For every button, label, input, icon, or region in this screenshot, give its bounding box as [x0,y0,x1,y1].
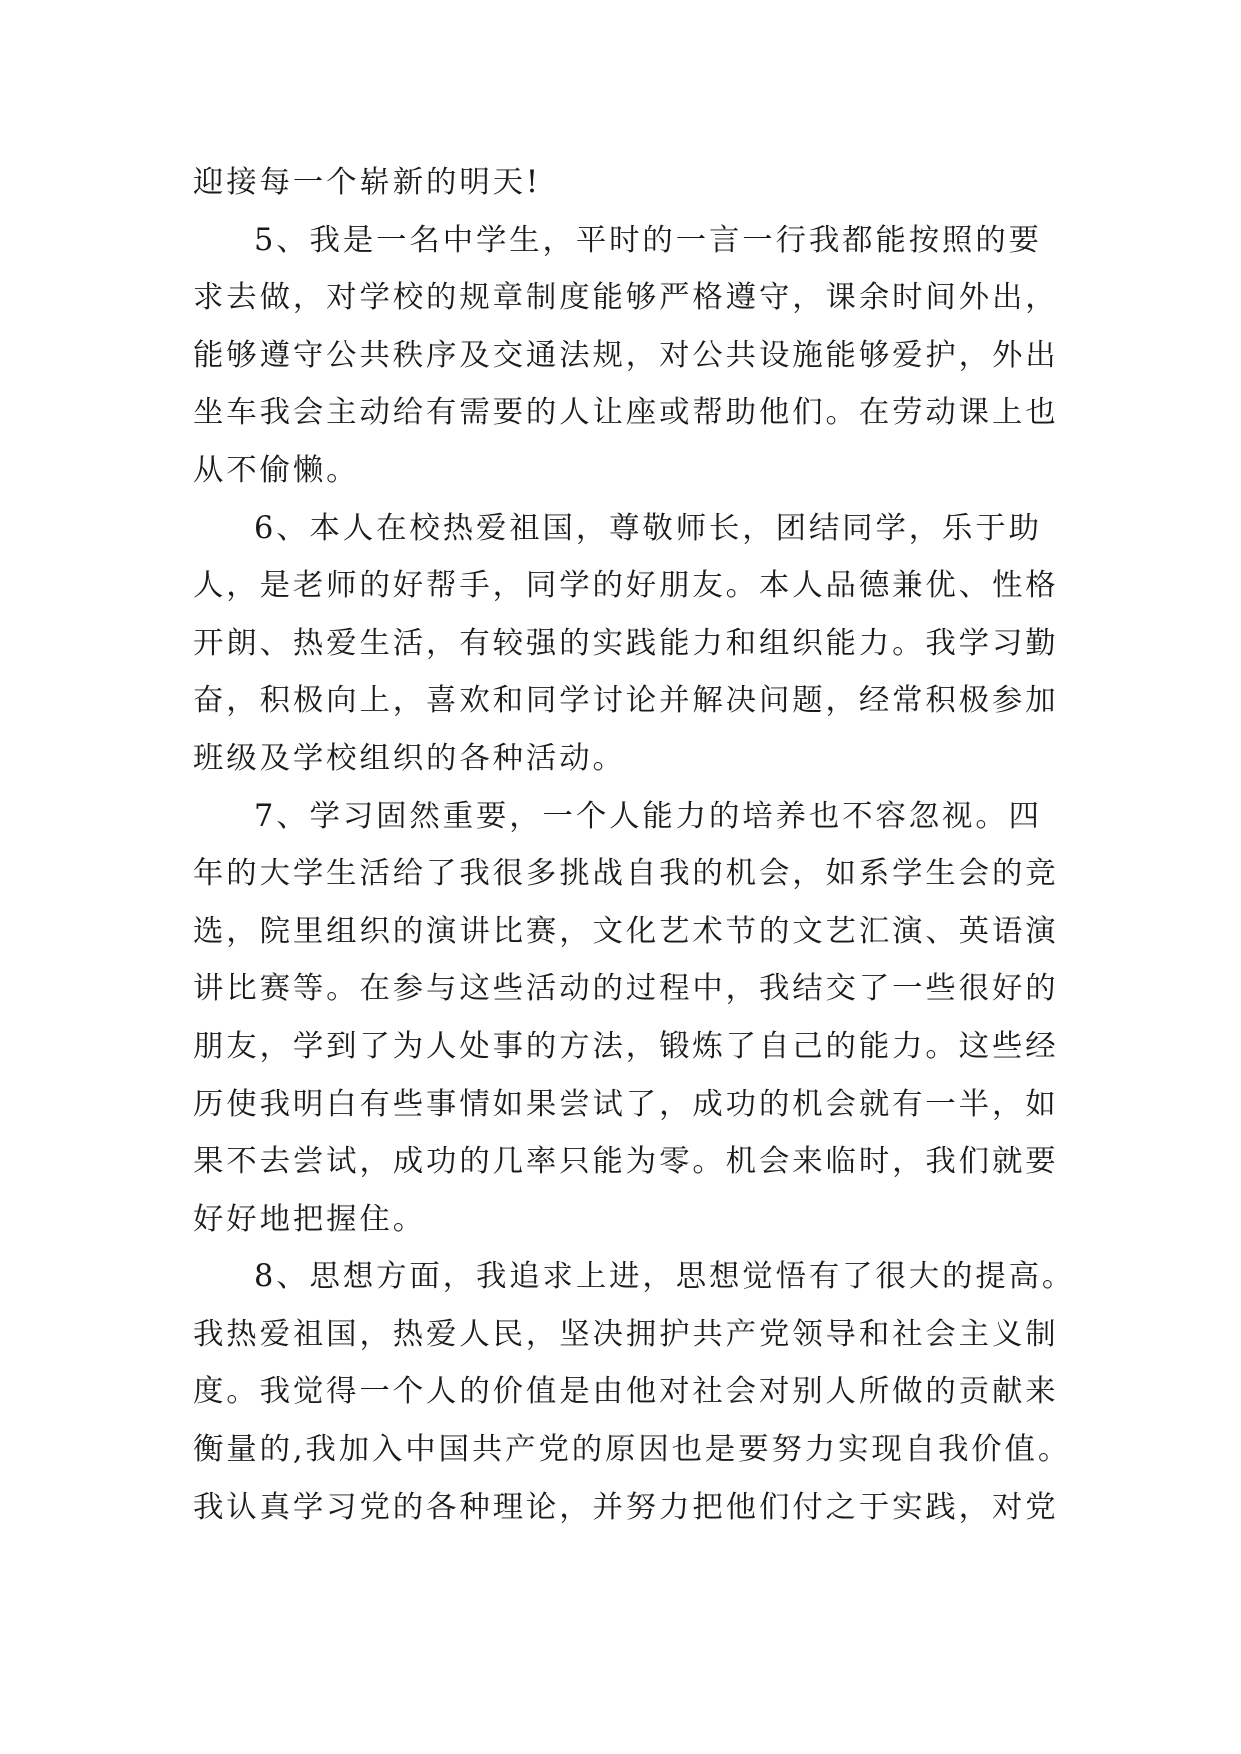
text-line: 朋友，学到了为人处事的方法，锻炼了自己的能力。这些经 [193,1028,1059,1064]
text-line: 人，是老师的好帮手，同学的好朋友。本人品德兼优、性格 [193,568,1059,604]
text-line: 果不去尝试，成功的几率只能为零。机会来临时，我们就要 [193,1144,1059,1180]
document-body [193,154,1076,1536]
paragraph-6-start: 6、本人在校热爱祖国，尊敬师长，团结同学，乐于助 [254,510,1042,546]
text-line: 能够遵守公共秩序及交通法规，对公共设施能够爱护，外出 [193,337,1059,373]
paragraph-5-start: 5、我是一名中学生，平时的一言一行我都能按照的要 [254,222,1042,258]
text-line: 年的大学生活给了我很多挑战自我的机会，如系学生会的竞 [193,856,1059,892]
paragraph-7-start: 7、学习固然重要，一个人能力的培养也不容忽视。四 [254,798,1042,834]
text-line: 开朗、热爱生活，有较强的实践能力和组织能力。我学习勤 [193,625,1059,661]
text-line: 迎接每一个崭新的明天! [193,165,542,200]
text-line: 班级及学校组织的各种活动。 [193,740,626,776]
text-line: 讲比赛等。在参与这些活动的过程中，我结交了一些很好的 [193,971,1059,1007]
text-line: 求去做，对学校的规章制度能够严格遵守，课余时间外出， [193,280,1059,316]
text-line: 好好地把握住。 [193,1201,427,1237]
text-line: 坐车我会主动给有需要的人让座或帮助他们。在劳动课上也 [193,395,1059,431]
text-line: 从不偷懒。 [193,452,360,488]
text-line: 选，院里组织的演讲比赛，文化艺术节的文艺汇演、英语演 [193,913,1059,949]
text-line: 度。我觉得一个人的价值是由他对社会对别人所做的贡献来 [193,1374,1059,1410]
text-line: 奋，积极向上，喜欢和同学讨论并解决问题，经常积极参加 [193,683,1059,719]
text-line: 我认真学习党的各种理论，并努力把他们付之于实践，对党 [193,1489,1059,1525]
paragraph-8-start: 8、思想方面，我追求上进，思想觉悟有了很大的提高。 [254,1259,1076,1295]
text-line: 衡量的,我加入中国共产党的原因也是要努力实现自我价值。 [193,1432,1072,1468]
text-line: 我热爱祖国，热爱人民，坚决拥护共产党领导和社会主义制 [193,1316,1059,1352]
text-line: 历使我明白有些事情如果尝试了，成功的机会就有一半，如 [193,1086,1059,1122]
